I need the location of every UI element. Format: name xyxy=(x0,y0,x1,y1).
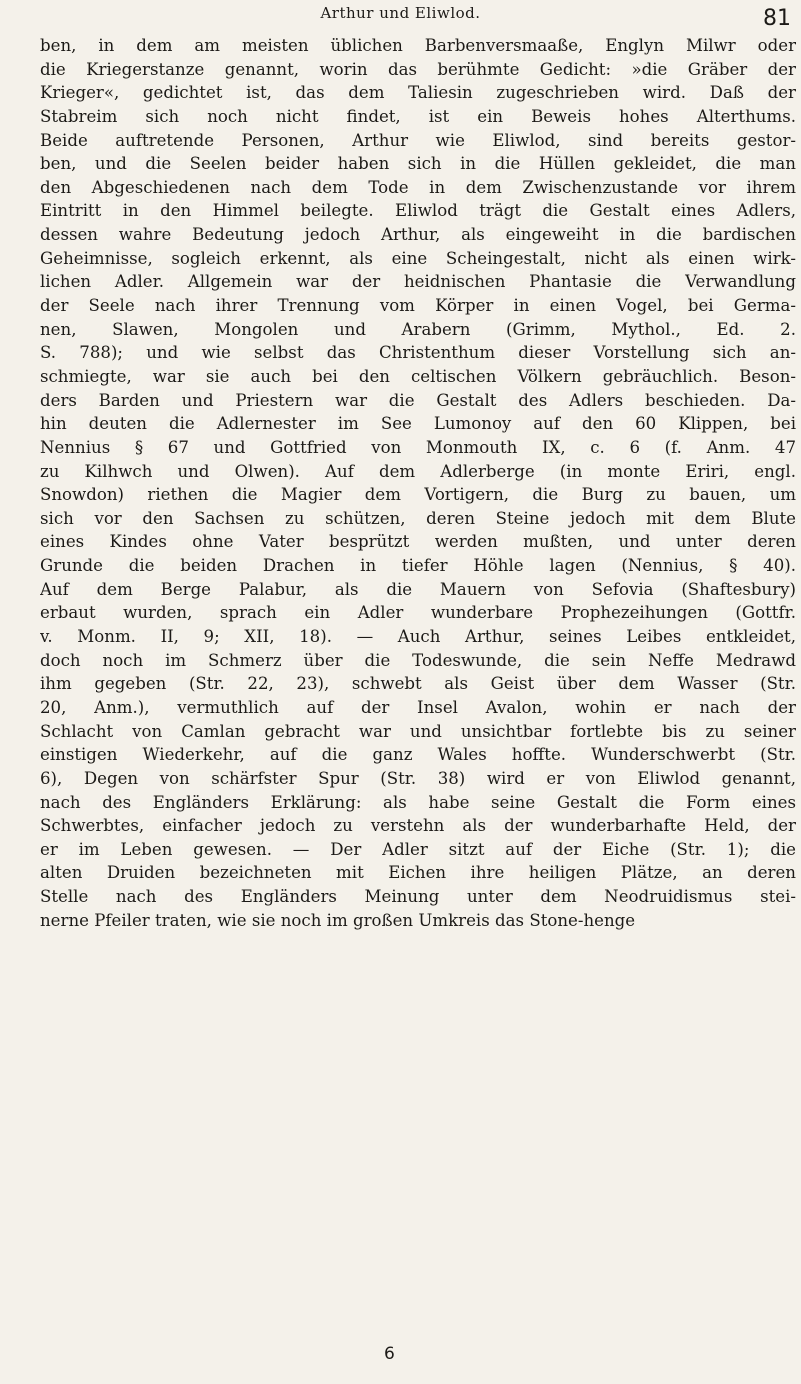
text-line: nerne Pfeiler traten, wie sie noch im großen Umkreis das Stone-henge xyxy=(40,910,636,930)
text-line: ben, in dem am meisten üblichen Barbenversmaaße, Englyn Milwr oder xyxy=(40,36,796,55)
text-line: eines Kindes ohne Vater besprützt werden mußten, und unter deren xyxy=(40,532,796,552)
text-line: 20, Anm.), vermuthlich auf der Insel Avalon, wohin er nach der xyxy=(40,697,796,717)
text-line: die Kriegerstanze genannt, worin das berühmte Gedicht: »die Gräber der xyxy=(40,59,796,79)
text-line: ders Barden und Priestern war die Gestalt des Adlers beschieden. Da- xyxy=(40,390,796,410)
text-line: zu Kilhwch und Olwen). Auf dem Adlerberge (in monte Eriri, engl. xyxy=(40,461,796,481)
body-text xyxy=(40,34,796,932)
text-line: lichen Adler. Allgemein war der heidnischen Phantasie die Verwandlung xyxy=(40,272,796,292)
text-line: S. 788); und wie selbst das Christenthum dieser Vorstellung sich an- xyxy=(40,343,796,363)
text-line: dessen wahre Bedeutung jedoch Arthur, als eingeweiht in die bardischen xyxy=(40,225,796,245)
running-title: Arthur und Eliwlod. xyxy=(320,4,481,22)
text-line: Grunde die beiden Drachen in tiefer Höhle lagen (Nennius, § 40). xyxy=(40,556,796,576)
text-line: Auf dem Berge Palabur, als die Mauern von Sefovia (Shaftesbury) xyxy=(40,579,796,599)
text-line: schmiegte, war sie auch bei den celtischen Völkern gebräuchlich. Beson- xyxy=(40,366,796,386)
text-line: Schwerbtes, einfacher jedoch zu verstehn als der wunderbarhafte Held, der xyxy=(40,816,796,836)
text-line: nach des Engländers Erklärung: als habe seine Gestalt die Form eines xyxy=(40,792,796,812)
text-line: Nennius § 67 und Gottfried von Monmouth IX, c. 6 (f. Anm. 47 xyxy=(40,437,796,457)
text-line: den Abgeschiedenen nach dem Tode in dem Zwischenzustande vor ihrem xyxy=(40,177,796,197)
text-line: 6), Degen von schärfster Spur (Str. 38) wird er von Eliwlod genannt, xyxy=(40,768,796,788)
text-line: alten Druiden bezeichneten mit Eichen ihre heiligen Plätze, an deren xyxy=(40,863,796,883)
text-line: doch noch im Schmerz über die Todeswunde, die sein Neffe Medrawd xyxy=(40,650,796,670)
text-line: erbaut wurden, sprach ein Adler wunderbare Prophezeihungen (Gottfr. xyxy=(40,603,796,623)
text-line: Snowdon) riethen die Magier dem Vortigern, die Burg zu bauen, um xyxy=(40,485,796,505)
text-line: hin deuten die Adlernester im See Lumonoy auf den 60 Klippen, bei xyxy=(40,414,796,434)
text-line: Schlacht von Camlan gebracht war und unsichtbar fortlebte bis zu seiner xyxy=(40,721,796,741)
text-line: Krieger«, gedichtet ist, das dem Taliesin zugeschrieben wird. Daß der xyxy=(40,83,796,103)
text-line: einstigen Wiederkehr, auf die ganz Wales hoffte. Wunderschwerbt (Str. xyxy=(40,745,796,765)
text-line: Geheimnisse, sogleich erkennt, als eine Scheingestalt, nicht als einen wirk- xyxy=(40,248,796,268)
text-line: ihm gegeben (Str. 22, 23), schwebt als Geist über dem Wasser (Str. xyxy=(40,674,796,694)
text-line: nen, Slawen, Mongolen und Arabern (Grimm, Mythol., Ed. 2. xyxy=(40,319,796,339)
text-line: Eintritt in den Himmel beilegte. Eliwlod trägt die Gestalt eines Adlers, xyxy=(40,201,796,221)
text-line: Beide auftretende Personen, Arthur wie Eliwlod, sind bereits gestor- xyxy=(40,130,796,150)
text-line: sich vor den Sachsen zu schützen, deren Steine jedoch mit dem Blute xyxy=(40,508,796,528)
signature-mark: 6 xyxy=(384,1344,395,1364)
text-line: er im Leben gewesen. — Der Adler sitzt auf der Eiche (Str. 1); die xyxy=(40,839,796,859)
text-line: Stelle nach des Engländers Meinung unter dem Neodruidismus stei- xyxy=(40,887,796,907)
page-number: 81 xyxy=(763,6,791,31)
text-line: ben, und die Seelen beider haben sich in die Hüllen gekleidet, die man xyxy=(40,154,796,174)
text-line: v. Monm. II, 9; XII, 18). — Auch Arthur, seines Leibes entkleidet, xyxy=(40,627,796,647)
text-line: Stabreim sich noch nicht findet, ist ein Beweis hohes Alterthums. xyxy=(40,106,796,126)
text-line: der Seele nach ihrer Trennung vom Körper in einen Vogel, bei Germa- xyxy=(40,296,796,316)
